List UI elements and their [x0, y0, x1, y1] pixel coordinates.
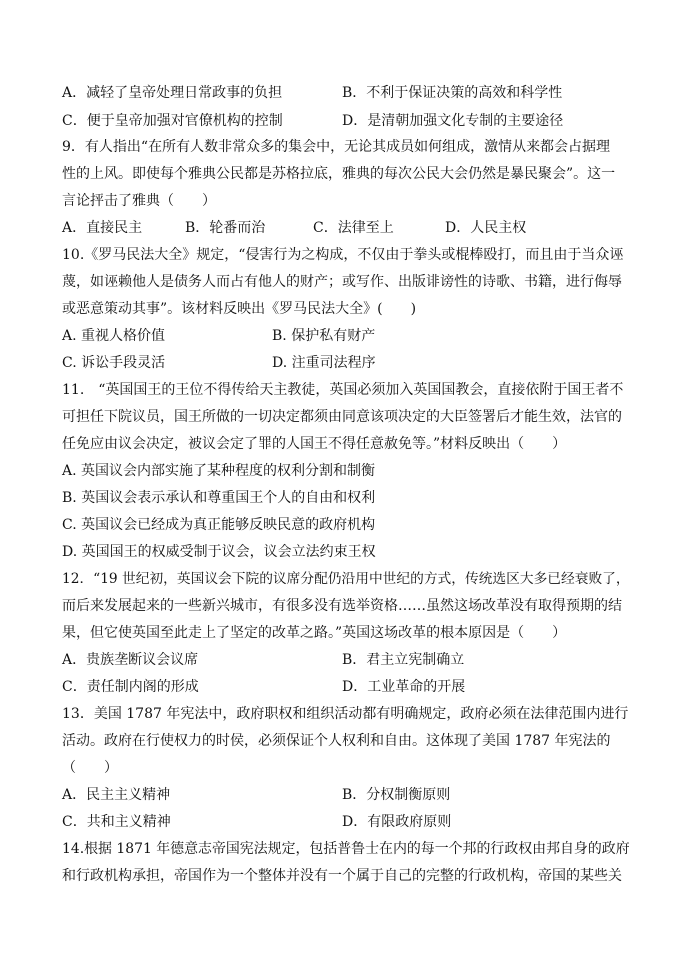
q10-stem-line-2: 蔑，如诬赖他人是债务人而占有他人的财产；或写作、出版诽谤性的诗歌、书籍，进行侮辱: [62, 274, 622, 290]
q10-option-d[interactable]: D. 注重司法程序: [272, 355, 376, 371]
q8-option-a[interactable]: A．减轻了皇帝处理日常政事的负担: [62, 85, 283, 101]
q13-stem-line-3: （ ）: [62, 760, 118, 776]
q11-stem-line-1: 11. “英国国王的王位不得传给天主教徒，英国必须加入英国国教会，直接依附于国王者不: [62, 382, 624, 398]
q12-option-c[interactable]: C．责任制内阁的形成: [62, 679, 199, 695]
q11-stem-line-3: 任免应由议会决定，被议会定了罪的人国王不得任意赦免等。”材料反映出（ ）: [62, 436, 567, 452]
q14-stem-line-1: 14.根据 1871 年德意志帝国宪法规定，包括普鲁士在内的每一个邦的行政权由邦自身的政府: [62, 841, 630, 857]
q12-option-d[interactable]: D．工业革命的开展: [342, 679, 466, 695]
q13-stem-line-2: 活动。政府在行使权力的时侯，必须保证个人权利和自由。这体现了美国 1787 年宪法的: [62, 733, 611, 749]
q11-option-a[interactable]: A. 英国议会内部实施了某种程度的权利分割和制衡: [62, 463, 376, 479]
q11-option-c[interactable]: C. 英国议会已经成为真正能够反映民意的政府机构: [62, 517, 376, 533]
q10-option-b[interactable]: B. 保护私有财产: [272, 328, 376, 344]
q13-stem-line-1: 13．美国 1787 年宪法中，政府职权和组织活动都有明确规定，政府必须在法律范围内进行: [62, 706, 629, 722]
q12-stem-line-2: 而后来发展起来的一些新兴城市，有很多没有选举资格……虽然这场改革没有取得预期的结: [62, 598, 622, 614]
q13-option-b[interactable]: B．分权制衡原则: [342, 787, 451, 803]
q11-stem-line-2: 可担任下院议员，国王所做的一切决定都须由同意该项决定的大臣签署后才能生效，法官的: [62, 409, 622, 425]
q14-stem-line-2: 和行政机构承担，帝国作为一个整体并没有一个属于自己的完整的行政机构，帝国的某些关: [62, 868, 622, 884]
q8-option-d[interactable]: D．是清朝加强文化专制的主要途径: [342, 113, 564, 129]
q10-option-a[interactable]: A. 重视人格价值: [62, 328, 166, 344]
q11-option-b[interactable]: B. 英国议会表示承认和尊重国王个人的自由和权利: [62, 490, 376, 506]
q11-option-d[interactable]: D. 英国国王的权威受制于议会，议会立法约束王权: [62, 544, 376, 560]
q10-stem-line-3: 或恶意策动其事”。该材料反映出《罗马民法大全》( ): [62, 301, 417, 317]
q9-option-b[interactable]: B．轮番而治: [185, 220, 266, 236]
q9-option-a[interactable]: A．直接民主: [62, 220, 143, 236]
q12-stem-line-1: 12．“19 世纪初，英国议会下院的议席分配仍沿用中世纪的方式，传统选区大多已经衰败了，: [62, 571, 630, 587]
q9-stem-line-2: 性的上风。即使每个雅典公民都是苏格拉底，雅典的每次公民大会仍然是暴民聚会”。这一: [62, 166, 616, 182]
q12-option-b[interactable]: B．君主立宪制确立: [342, 652, 465, 668]
q13-option-c[interactable]: C．共和主义精神: [62, 814, 171, 830]
q8-option-c[interactable]: C．便于皇帝加强对官僚机构的控制: [62, 113, 283, 129]
q9-option-c[interactable]: C．法律至上: [313, 220, 394, 236]
q10-stem-line-1: 10.《罗马民法大全》规定，“侵害行为之构成，不仅由于拳头或棍棒殴打，而且由于当众诬: [62, 247, 624, 263]
q10-option-c[interactable]: C. 诉讼手段灵活: [62, 355, 166, 371]
q13-option-a[interactable]: A．民主主义精神: [62, 787, 171, 803]
q9-stem-line-3: 言论抨击了雅典（ ）: [62, 193, 216, 209]
q8-option-b[interactable]: B．不利于保证决策的高效和科学性: [342, 85, 563, 101]
q12-stem-line-3: 果，但它使英国至此走上了坚定的改革之路。”英国这场改革的根本原因是（ ）: [62, 625, 567, 641]
q9-stem-line-1: 9．有人指出“在所有人数非常众多的集会中，无论其成员如何组成，激情从来都会占据理: [62, 139, 611, 155]
q12-option-a[interactable]: A．贵族垄断议会议席: [62, 652, 199, 668]
q9-option-d[interactable]: D．人民主权: [445, 220, 527, 236]
q13-option-d[interactable]: D．有限政府原则: [342, 814, 452, 830]
